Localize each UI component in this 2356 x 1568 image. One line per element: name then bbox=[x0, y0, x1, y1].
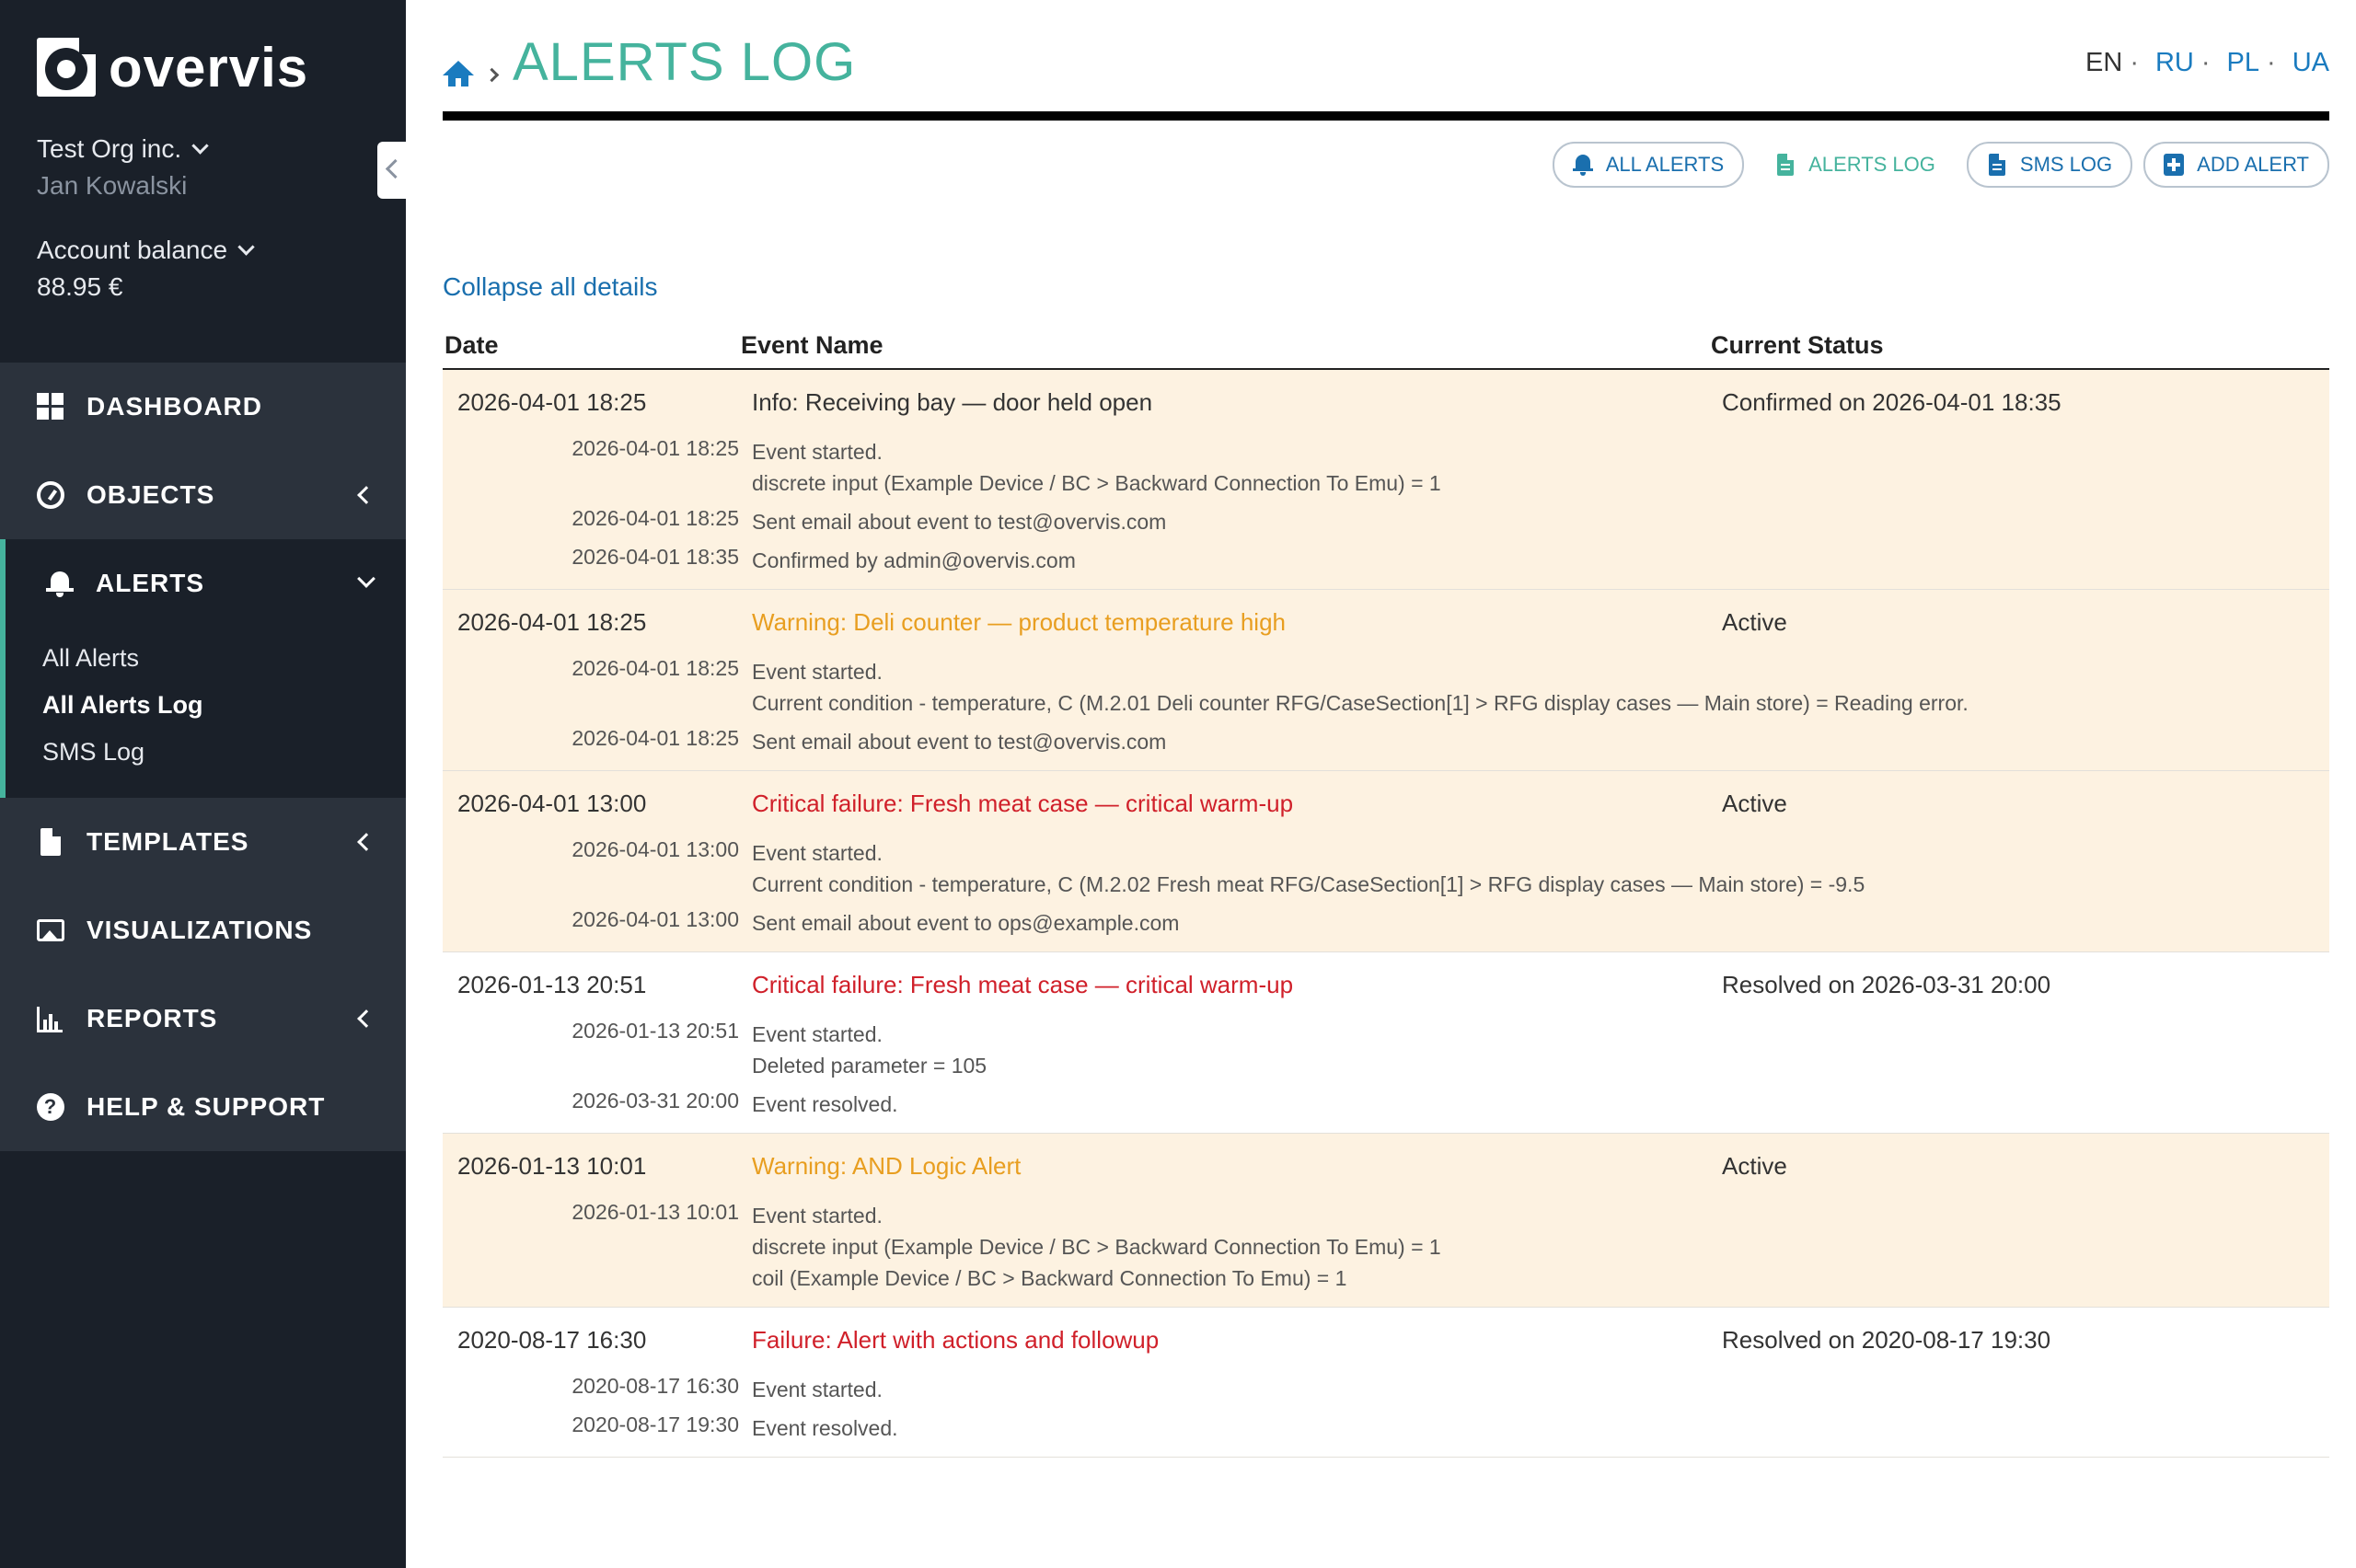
detail-text: Event resolved. bbox=[752, 1416, 898, 1440]
org-selector[interactable] bbox=[37, 134, 206, 164]
row-status: Resolved on 2020-08-17 19:30 bbox=[1722, 1326, 2051, 1354]
detail-entry bbox=[443, 545, 2329, 576]
nav-label: TEMPLATES bbox=[87, 827, 249, 856]
row-status: Active bbox=[1722, 608, 1787, 636]
button-label: ADD ALERT bbox=[2197, 153, 2309, 176]
row-details bbox=[443, 656, 2329, 770]
overvis-logo-icon bbox=[37, 38, 96, 97]
table-row[interactable] bbox=[443, 771, 2329, 952]
sidebar bbox=[0, 0, 406, 1568]
detail-time: 2026-04-01 13:00 bbox=[572, 907, 739, 931]
nav-label: VISUALIZATIONS bbox=[87, 916, 313, 944]
title-divider bbox=[443, 111, 2329, 121]
row-event-name: Failure: Alert with actions and followup bbox=[752, 1326, 1160, 1354]
brand-logo-link[interactable] bbox=[37, 37, 308, 98]
nav-label: HELP & SUPPORT bbox=[87, 1092, 326, 1121]
bell-icon bbox=[1573, 154, 1593, 176]
detail-time: 2026-01-13 20:51 bbox=[572, 1019, 739, 1043]
brand-name: overvis bbox=[109, 36, 309, 98]
detail-time: 2026-04-01 18:25 bbox=[572, 656, 739, 680]
org-name: Test Org inc. bbox=[37, 134, 182, 163]
file-icon bbox=[1987, 154, 2007, 176]
collapse-all-details-link[interactable]: Collapse all details bbox=[443, 272, 658, 301]
nav-item-visualizations[interactable] bbox=[0, 886, 406, 974]
subnav-item-all-alerts-log[interactable]: All Alerts Log bbox=[42, 691, 203, 719]
bar-chart-icon bbox=[37, 1005, 64, 1032]
detail-text: discrete input (Example Device / BC > Backward Connection To Emu) = 1 bbox=[752, 471, 1441, 495]
chevron-down-icon bbox=[191, 137, 208, 154]
file-icon bbox=[37, 828, 64, 856]
detail-time: 2026-04-01 18:25 bbox=[572, 436, 739, 460]
lang-ru[interactable]: RU bbox=[2154, 48, 2194, 77]
detail-text: Event started. bbox=[752, 1022, 883, 1046]
row-date: 2026-01-13 10:01 bbox=[457, 1152, 647, 1180]
row-details bbox=[443, 1200, 2329, 1307]
row-details bbox=[443, 436, 2329, 589]
table-row[interactable] bbox=[443, 1308, 2329, 1458]
row-status: Resolved on 2026-03-31 20:00 bbox=[1722, 971, 2051, 998]
nav-label: ALERTS bbox=[96, 569, 204, 597]
table-row[interactable] bbox=[443, 370, 2329, 590]
dashboard-grid-icon bbox=[37, 393, 64, 421]
button-label: ALL ALERTS bbox=[1605, 153, 1725, 176]
table-header bbox=[443, 331, 2329, 370]
balance-value: 88.95 € bbox=[37, 272, 123, 301]
lang-en[interactable]: EN bbox=[2085, 48, 2123, 77]
nav-item-reports[interactable] bbox=[0, 974, 406, 1063]
row-status: Active bbox=[1722, 790, 1787, 817]
detail-entry bbox=[443, 1019, 2329, 1081]
detail-text: Sent email about event to ops@example.com bbox=[752, 911, 1180, 935]
lang-ua[interactable]: UA bbox=[2292, 48, 2329, 77]
row-event-name: Critical failure: Fresh meat case — critical warm-up bbox=[752, 790, 1294, 817]
chevron-left-icon bbox=[357, 486, 375, 504]
detail-text: Event started. bbox=[752, 841, 883, 865]
breadcrumb-separator-icon bbox=[485, 68, 500, 83]
detail-text: Deleted parameter = 105 bbox=[752, 1054, 987, 1078]
chevron-down-icon bbox=[357, 570, 375, 588]
row-event-name: Warning: Deli counter — product temperature high bbox=[752, 608, 1286, 636]
detail-text: Current condition - temperature, C (M.2.01 Deli counter RFG/CaseSection[1] > RFG display cases — Main store) = Reading error. bbox=[752, 691, 1969, 715]
sidebar-collapse-button[interactable] bbox=[377, 142, 406, 199]
balance-label: Account balance bbox=[37, 236, 228, 264]
row-status: Active bbox=[1722, 1152, 1787, 1180]
table-row[interactable] bbox=[443, 590, 2329, 771]
image-icon bbox=[37, 919, 64, 941]
table-row[interactable] bbox=[443, 952, 2329, 1134]
home-icon[interactable] bbox=[443, 61, 474, 88]
file-icon bbox=[1775, 154, 1796, 176]
column-header-event: Event Name bbox=[741, 331, 884, 359]
detail-time: 2026-04-01 18:35 bbox=[572, 545, 739, 569]
subnav-item-sms-log[interactable]: SMS Log bbox=[42, 738, 145, 766]
detail-entry bbox=[443, 726, 2329, 757]
detail-entry bbox=[443, 1374, 2329, 1405]
alerts-log-table bbox=[443, 331, 2329, 1458]
lang-pl[interactable]: PL bbox=[2226, 48, 2260, 77]
add-alert-button[interactable] bbox=[2143, 142, 2329, 188]
detail-text: Confirmed by admin@overvis.com bbox=[752, 548, 1076, 572]
detail-entry bbox=[443, 907, 2329, 939]
detail-time: 2020-08-17 19:30 bbox=[572, 1412, 739, 1436]
row-date: 2026-04-01 18:25 bbox=[457, 608, 647, 636]
detail-entry bbox=[443, 656, 2329, 719]
detail-text: Current condition - temperature, C (M.2.02 Fresh meat RFG/CaseSection[1] > RFG display cases — Main store) = -9.5 bbox=[752, 872, 1865, 896]
detail-text: Event started. bbox=[752, 660, 883, 684]
column-header-date: Date bbox=[445, 331, 499, 359]
row-event-name: Warning: AND Logic Alert bbox=[752, 1152, 1022, 1180]
detail-text: Sent email about event to test@overvis.com bbox=[752, 730, 1167, 754]
main-nav bbox=[0, 363, 406, 1151]
row-details bbox=[443, 1019, 2329, 1133]
button-label: SMS LOG bbox=[2019, 153, 2113, 176]
detail-text: Event resolved. bbox=[752, 1092, 898, 1116]
row-details bbox=[443, 837, 2329, 951]
row-event-name: Critical failure: Fresh meat case — critical warm-up bbox=[752, 971, 1294, 998]
nav-label: DASHBOARD bbox=[87, 392, 262, 421]
row-status: Confirmed on 2026-04-01 18:35 bbox=[1722, 388, 2062, 416]
nav-label: OBJECTS bbox=[87, 480, 215, 509]
chevron-down-icon bbox=[237, 238, 254, 255]
language-switcher bbox=[2076, 48, 2329, 78]
detail-entry bbox=[443, 1089, 2329, 1120]
nav-item-alerts[interactable] bbox=[0, 539, 406, 628]
plus-square-icon bbox=[2164, 154, 2184, 176]
alerts-log-button[interactable] bbox=[1755, 142, 1956, 188]
account-balance-toggle[interactable] bbox=[37, 236, 252, 265]
user-name: Jan Kowalski bbox=[37, 171, 188, 200]
page-title: ALERTS LOG bbox=[513, 32, 857, 92]
chevron-left-icon bbox=[386, 159, 405, 179]
nav-item-dashboard[interactable] bbox=[0, 363, 406, 451]
gauge-icon bbox=[37, 481, 64, 509]
sms-log-button[interactable] bbox=[1967, 142, 2132, 188]
row-date: 2020-08-17 16:30 bbox=[457, 1326, 647, 1354]
button-label: ALERTS LOG bbox=[1808, 153, 1935, 176]
detail-time: 2026-03-31 20:00 bbox=[572, 1089, 739, 1113]
bell-icon bbox=[46, 570, 74, 597]
row-details bbox=[443, 1374, 2329, 1457]
toolbar bbox=[1542, 142, 2329, 188]
column-header-status: Current Status bbox=[1711, 331, 1884, 359]
detail-entry bbox=[443, 436, 2329, 499]
detail-time: 2020-08-17 16:30 bbox=[572, 1374, 739, 1398]
detail-text: Sent email about event to test@overvis.com bbox=[752, 510, 1167, 534]
nav-label: REPORTS bbox=[87, 1004, 218, 1032]
detail-entry bbox=[443, 506, 2329, 537]
detail-entry bbox=[443, 1412, 2329, 1444]
nav-item-help-support[interactable] bbox=[0, 1063, 406, 1151]
detail-text: Event started. bbox=[752, 1378, 883, 1401]
all-alerts-button[interactable] bbox=[1553, 142, 1744, 188]
row-event-name: Info: Receiving bay — door held open bbox=[752, 388, 1153, 416]
chevron-left-icon bbox=[357, 1009, 375, 1028]
row-date: 2026-04-01 18:25 bbox=[457, 388, 647, 416]
detail-text: coil (Example Device / BC > Backward Connection To Emu) = 1 bbox=[752, 1266, 1347, 1290]
detail-time: 2026-01-13 10:01 bbox=[572, 1200, 739, 1224]
alerts-subnav bbox=[0, 628, 406, 798]
detail-text: Event started. bbox=[752, 440, 883, 464]
row-date: 2026-01-13 20:51 bbox=[457, 971, 647, 998]
detail-time: 2026-04-01 18:25 bbox=[572, 506, 739, 530]
row-date: 2026-04-01 13:00 bbox=[457, 790, 647, 817]
chevron-left-icon bbox=[357, 833, 375, 851]
detail-text: Event started. bbox=[752, 1204, 883, 1228]
subnav-item-all-alerts[interactable]: All Alerts bbox=[42, 644, 140, 672]
nav-item-objects[interactable] bbox=[0, 451, 406, 539]
detail-entry bbox=[443, 1200, 2329, 1294]
detail-time: 2026-04-01 13:00 bbox=[572, 837, 739, 861]
detail-text: discrete input (Example Device / BC > Backward Connection To Emu) = 1 bbox=[752, 1235, 1441, 1259]
detail-time: 2026-04-01 18:25 bbox=[572, 726, 739, 750]
lang-separator: · bbox=[2267, 48, 2276, 77]
lang-separator: · bbox=[2200, 48, 2211, 77]
detail-entry bbox=[443, 837, 2329, 900]
nav-item-templates[interactable] bbox=[0, 798, 406, 886]
table-row[interactable] bbox=[443, 1134, 2329, 1308]
question-circle-icon bbox=[37, 1093, 64, 1121]
lang-separator: · bbox=[2130, 48, 2139, 77]
